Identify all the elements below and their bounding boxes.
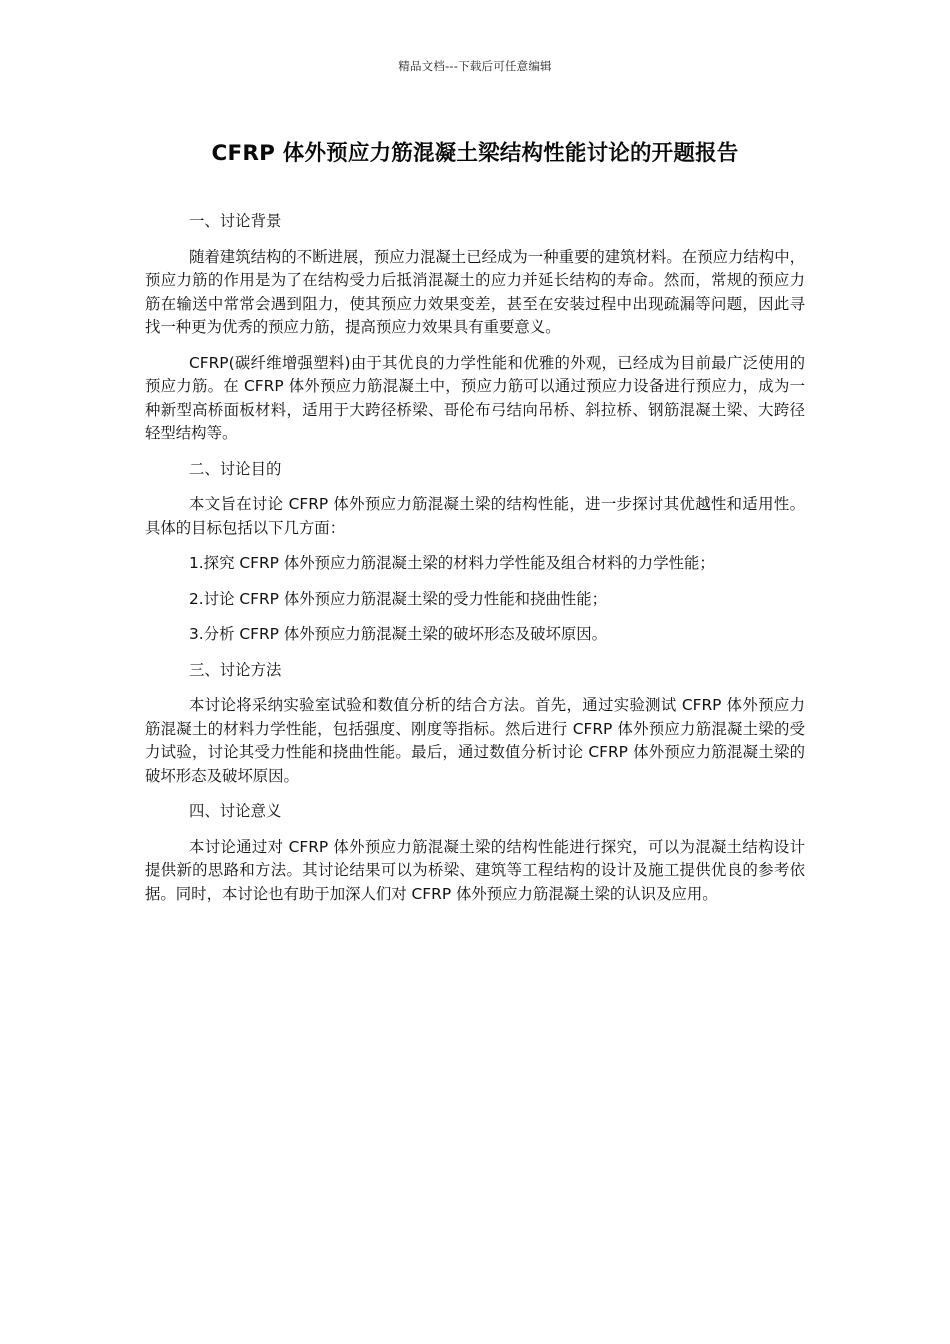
paragraph: CFRP(碳纤维增强塑料)由于其优良的力学性能和优雅的外观，已经成为目前最广泛使用的预应力筋。在 CFRP 体外预应力筋混凝土中，预应力筋可以通过预应力设备进行预应力，成为一种新型高桥面板材料，适用于大跨径桥梁、哥伦布弓结向吊桥、斜拉桥、钢筋混凝土梁、大跨径轻型结构等。 [145, 353, 805, 442]
section-method [145, 659, 805, 789]
section-heading: 二、讨论目的 [189, 459, 282, 478]
list-item: 2.讨论 CFRP 体外预应力筋混凝土梁的受力性能和挠曲性能； [189, 589, 608, 608]
document-title: CFRP 体外预应力筋混凝土梁结构性能讨论的开题报告 [211, 141, 739, 166]
section-background [145, 210, 805, 446]
section-heading: 四、讨论意义 [189, 802, 282, 820]
list-item: 3.分析 CFRP 体外预应力筋混凝土梁的破坏形态及破坏原因。 [189, 625, 608, 643]
section-heading: 三、讨论方法 [189, 660, 282, 679]
page-header: 精品文档---下载后可任意编辑 [398, 59, 552, 73]
paragraph: 本讨论将采纳实验室试验和数值分析的结合方法。首先，通过实验测试 CFRP 体外预应力筋混凝土的材料力学性能，包括强度、刚度等指标。然后进行 CFRP 体外预应力筋混凝土梁的受力试验，讨论其受力性能和挠曲性能。最后，通过数值分析讨论 CFRP 体外预应力筋混凝土梁的破坏形态及破坏原因。 [145, 696, 805, 785]
list-item: 1.探究 CFRP 体外预应力筋混凝土梁的材料力学性能及组合材料的力学性能； [189, 554, 715, 572]
section-significance [145, 800, 805, 906]
paragraph: 本文旨在讨论 CFRP 体外预应力筋混凝土梁的结构性能，进一步探讨其优越性和适用性。具体的目标包括以下几方面： [145, 495, 805, 537]
paragraph: 随着建筑结构的不断进展，预应力混凝土已经成为一种重要的建筑材料。在预应力结构中，预应力筋的作用是为了在结构受力后抵消混凝土的应力并延长结构的寿命。然而，常规的预应力筋在输送中常常会遇到阻力，使其预应力效果变差，甚至在安装过程中出现疏漏等问题，因此寻找一种更为优秀的预应力筋，提高预应力效果具有重要意义。 [145, 247, 805, 336]
paragraph: 本讨论通过对 CFRP 体外预应力筋混凝土梁的结构性能进行探究，可以为混凝土结构设计提供新的思路和方法。其讨论结果可以为桥梁、建筑等工程结构的设计及施工提供优良的参考依据。同时，本讨论也有助于加深人们对 CFRP 体外预应力筋混凝土梁的认识及应用。 [145, 837, 805, 903]
section-heading: 一、讨论背景 [189, 212, 282, 230]
section-purpose [145, 458, 805, 647]
document-body [145, 210, 805, 918]
